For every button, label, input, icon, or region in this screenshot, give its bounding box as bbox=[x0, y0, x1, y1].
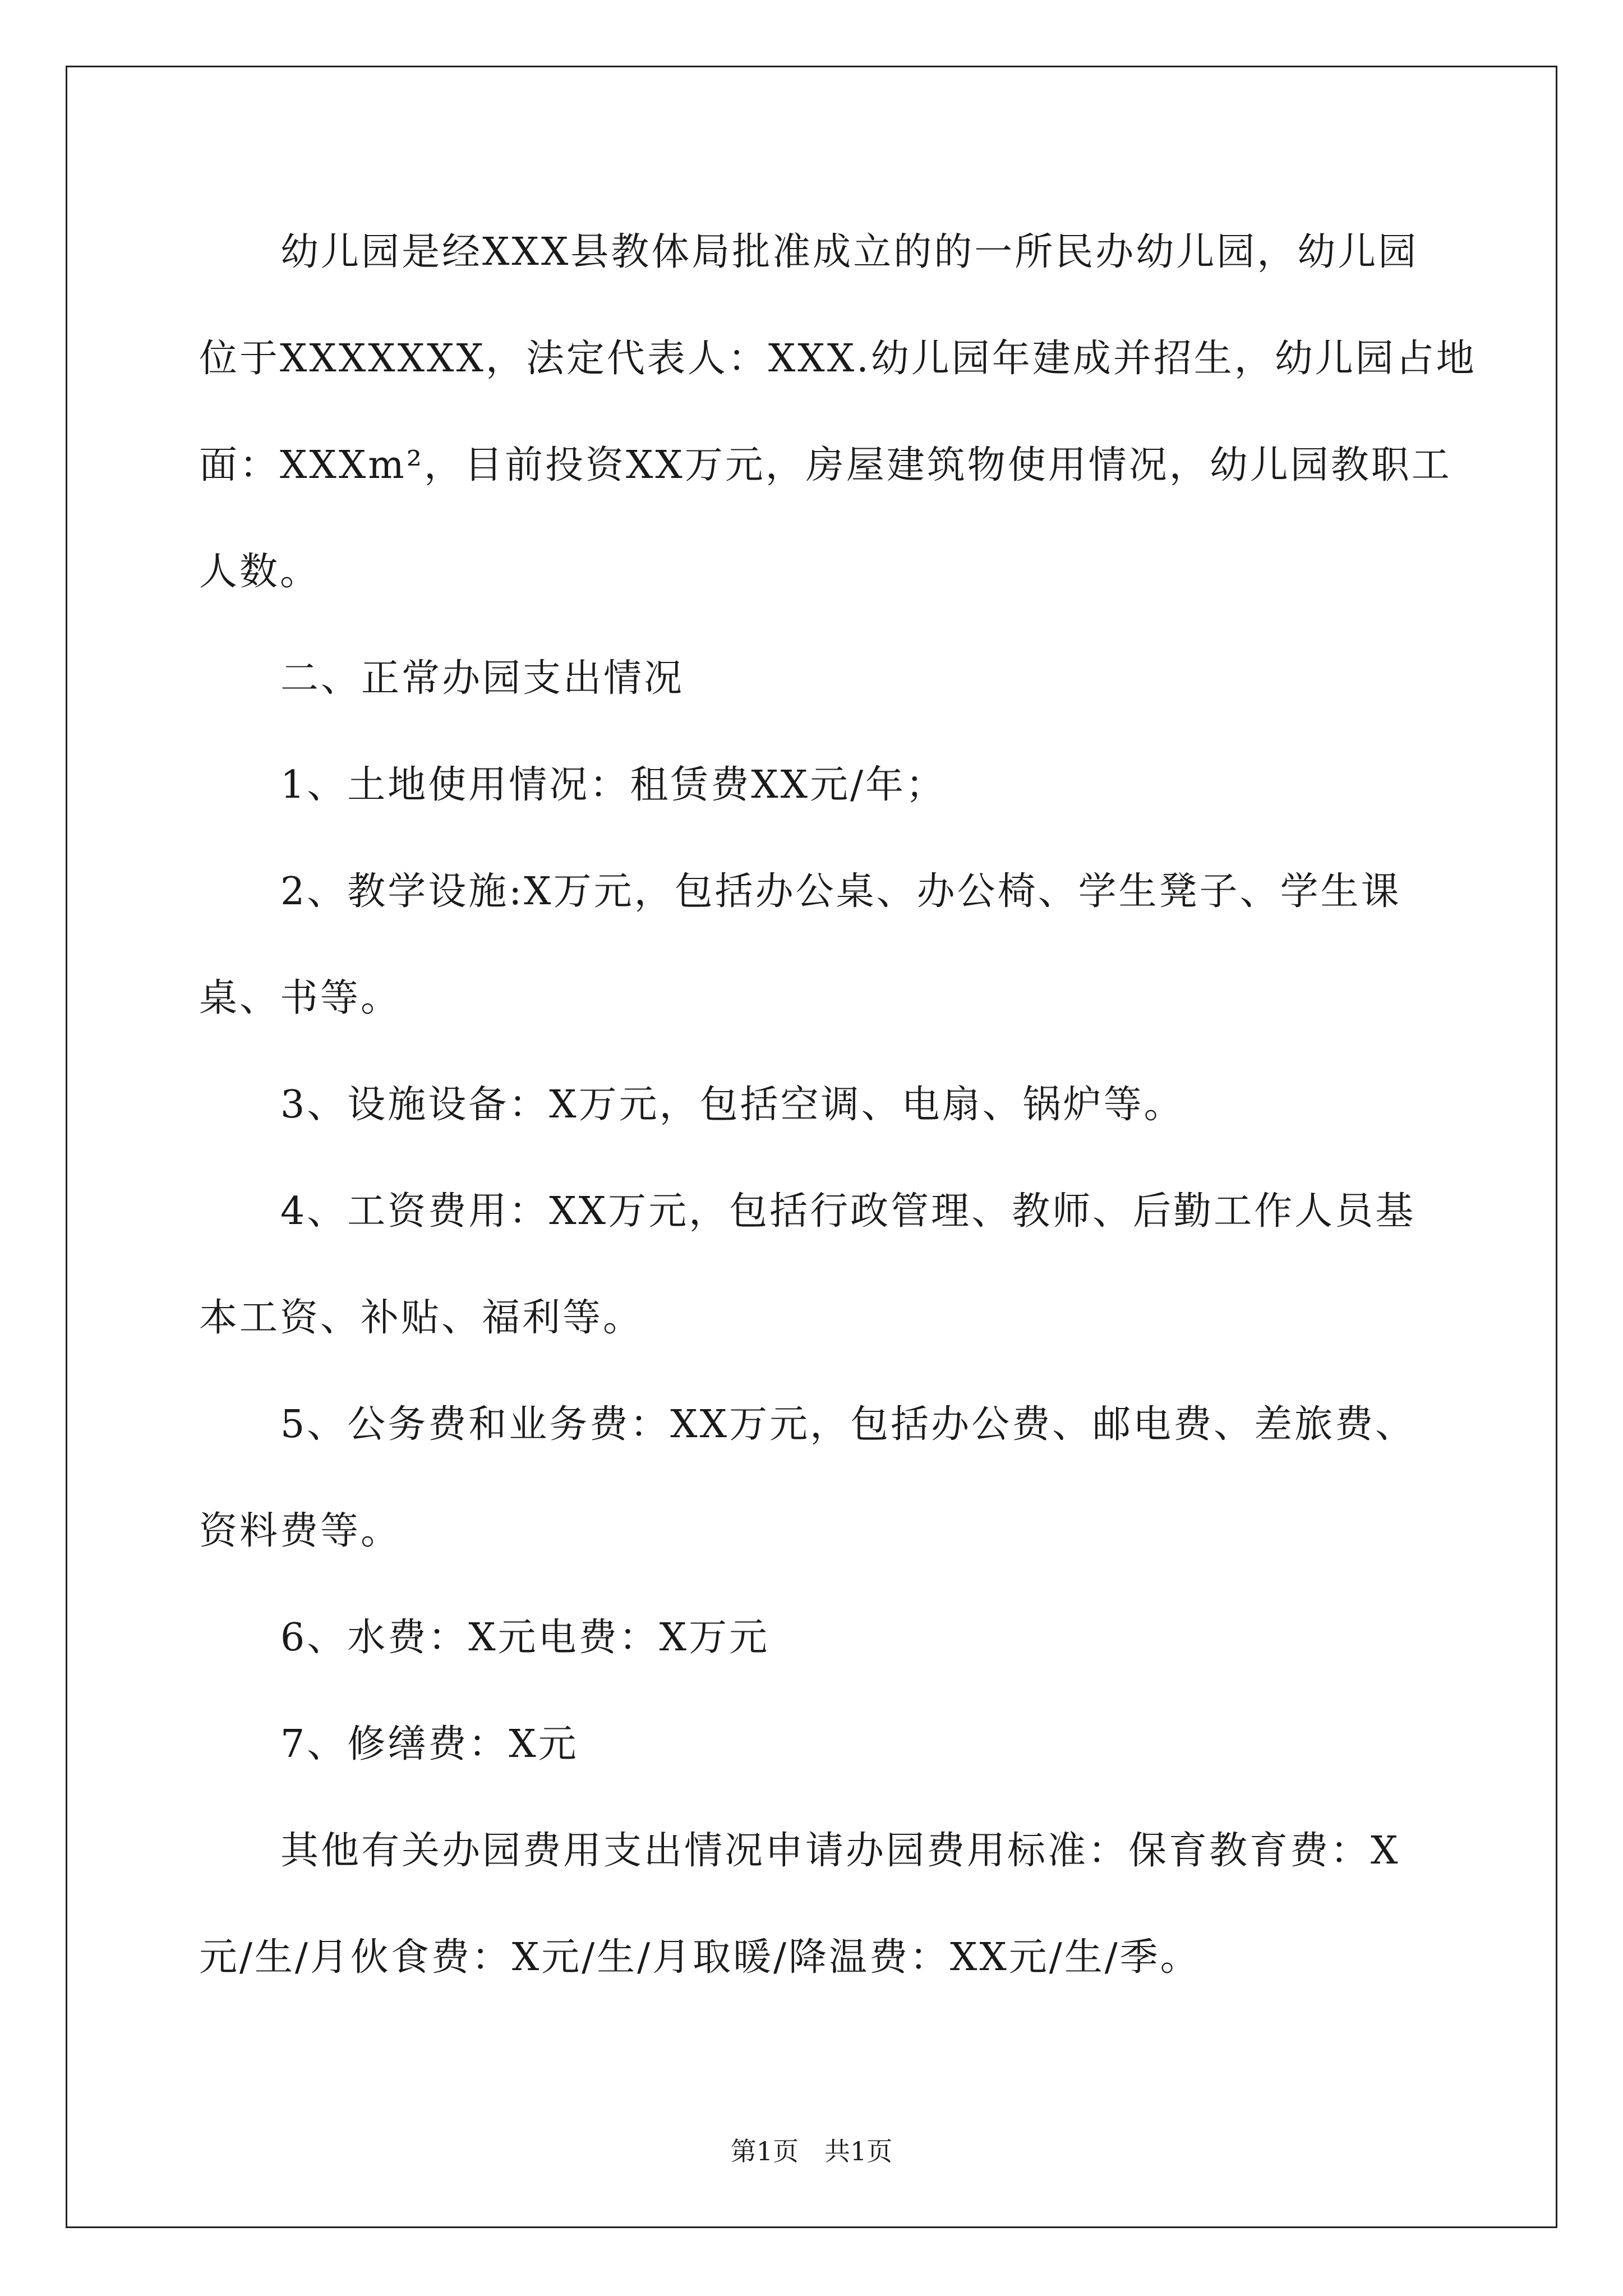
text-line: 面：XXXm²，目前投资XX万元，房屋建筑物使用情况，幼儿园教职工 bbox=[199, 443, 1452, 487]
list-item-4 bbox=[199, 1158, 1433, 1372]
text-line: 4、工资费用：XX万元，包括行政管理、教师、后勤工作人员基 bbox=[280, 1189, 1416, 1234]
text-line: 1、土地使用情况：租赁费XX元/年； bbox=[280, 763, 946, 807]
text-line: 桌、书等。 bbox=[199, 976, 402, 1020]
text-line: 3、设施设备：X万元，包括空调、电扇、锅炉等。 bbox=[280, 1083, 1184, 1127]
list-item-1 bbox=[199, 732, 1433, 839]
text-line: 2、教学设施:X万元，包括办公桌、办公椅、学生凳子、学生课 bbox=[280, 869, 1401, 914]
text-line: 二、正常办园支出情况 bbox=[280, 656, 685, 701]
paragraph-other-fees bbox=[199, 1798, 1433, 2011]
text-line: 位于XXXXXXX，法定代表人：XXX.幼儿园年建成并招生，幼儿园占地 bbox=[199, 337, 1477, 381]
text-line: 6、水费：X元电费：X万元 bbox=[280, 1616, 770, 1660]
list-item-5 bbox=[199, 1372, 1433, 1585]
paragraph-intro bbox=[199, 199, 1477, 625]
list-item-6 bbox=[199, 1585, 1433, 1691]
list-item-7 bbox=[199, 1691, 1433, 1798]
text-line: 7、修缮费：X元 bbox=[280, 1722, 579, 1766]
text-line: 幼儿园是经XXX县教体局批准成立的的一所民办幼儿园，幼儿园 bbox=[280, 230, 1419, 274]
section-heading bbox=[199, 625, 1433, 732]
text-line: 资料费等。 bbox=[199, 1509, 402, 1553]
text-line: 5、公务费和业务费：XX万元，包括办公费、邮电费、差旅费、 bbox=[280, 1402, 1416, 1447]
list-item-3 bbox=[199, 1052, 1433, 1158]
list-item-2 bbox=[199, 839, 1433, 1052]
text-line: 其他有关办园费用支出情况申请办园费用标准：保育教育费：X bbox=[280, 1829, 1400, 1873]
text-line: 元/生/月伙食费：X元/生/月取暖/降温费：XX元/生/季。 bbox=[199, 1935, 1201, 1980]
text-line: 本工资、补贴、福利等。 bbox=[199, 1296, 644, 1340]
text-line: 人数。 bbox=[199, 550, 321, 594]
page-number-footer: 第1页 共1页 bbox=[730, 2136, 893, 2166]
